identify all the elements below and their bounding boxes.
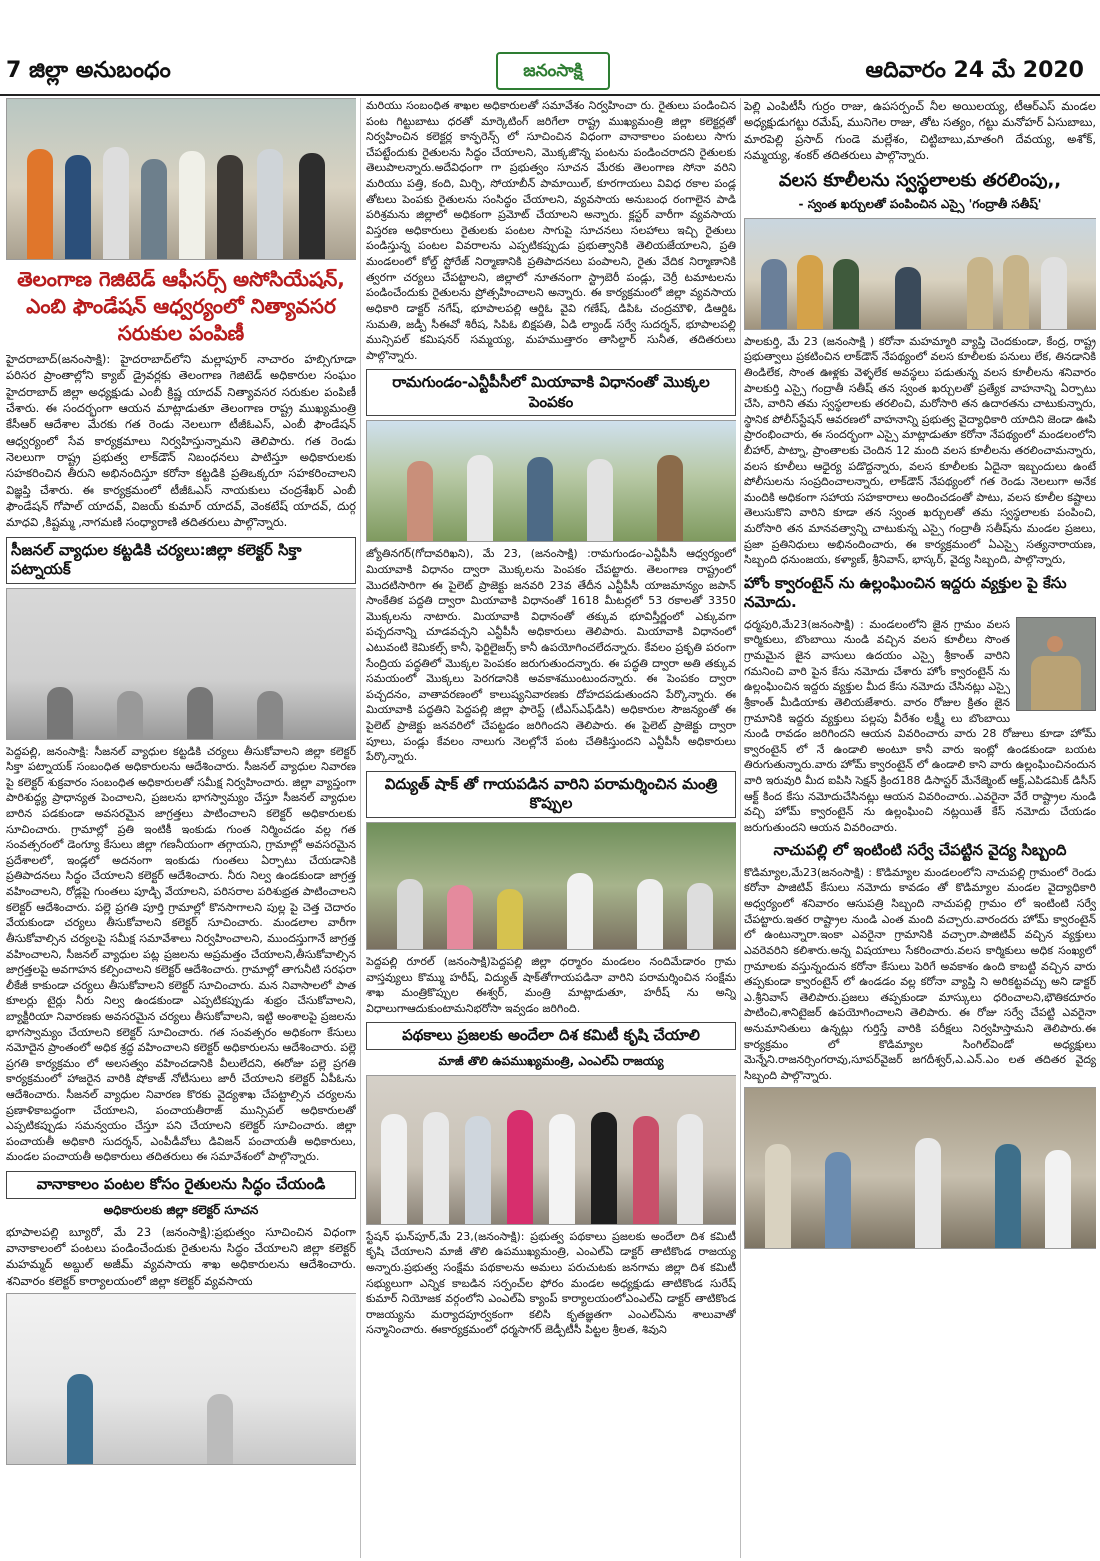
page-label: 7 జిల్లా అనుబంధం bbox=[6, 58, 171, 83]
article-body: పెద్దపల్లి రూరల్ (జనంసాక్షి)పెద్దపల్లి జిల్లా ధర్మారం మండలం నందిమేడారం గ్రామ వాస్తవ్యులు కొమ్ము హరీష్, విద్యుత్ షాక్‌తోగాయపడినా వారిని పరామర్శించిన సంక్షేమ శాఖ మంత్రికొప్పుల ఈశ్వర్, మంత్రి మాట్లాడుతూ, హరీష్ ను అన్ని విధాలుగాఆదుకుంటామనిభరోసా ఇవ్వడం జరిగింది. bbox=[366, 954, 736, 1015]
article-headline: వానాకాలం పంటల కోసం రైతులను సిద్ధం చేయండి bbox=[6, 1171, 356, 1199]
article-body-continued: పెల్లి ఎంపిటీసీ గుర్రం రాజు, ఉపసర్పంచ్ నీల అయిలయ్య, టీఆర్ఎస్ మండల అధ్యక్షుడుగట్టు రమేష్, మునిగెల రాజు, తోట సత్యం, గట్టు మనోహర్ ఏసుబాబు, మారపెల్లి ప్రసాద్ గుండె మల్లేశం, చిట్టిబాబు,మాతంగి దేవయ్య, అశోక్, సమ్మయ్య, శంకర్ తదితరులు పాల్గొన్నారు. bbox=[744, 99, 1096, 162]
brand-logo: జనంసాక్షి bbox=[496, 52, 610, 90]
article-subheading: మాజీ తొలి ఉపముఖ్యమంత్రి, ఎంఎల్‌ఏ రాజయ్య bbox=[438, 1053, 664, 1068]
column-divider bbox=[740, 98, 741, 1558]
article-headline: హోం క్వారంటైన్ ను ఉల్లంఘించిన ఇద్దరు వ్యక్తుల పై కేసు నమోదు. bbox=[744, 573, 1067, 612]
column-divider bbox=[360, 98, 361, 1558]
article-body: స్టేషన్ ఘన్‌పూర్,మే 23,(జనంసాక్షి): ప్రభుత్వ పథకాలు ప్రజలకు అందేలా దిశ కమిటీ కృషి చేయాలని మాజీ తొలి ఉపముఖ్యమంత్రి, ఎంఎల్‌ఏ డాక్టర్ తాటికొండ రాజయ్య అన్నారు.ప్రభుత్వ సంక్షేమ పథకాలను అమలు పరుచుటకు జనగామ జిల్లా దిశ కమిటీ సభ్యులుగా ఎన్నిక కాబడిన సర్పంచ్‌ల ఫోరం మండల అధ్యక్షుడు తాటికొండ సురేష్ కుమార్ నియోజక వర్గంలోని ఎంఎల్ఏ క్యాంప్ కార్యాలయంలోఎంఎల్ఏ డాక్టర్ తాటికొండ రాజయ్యను మర్యాదపూర్వకంగా కలిసి కృతజ్ఞతగా ఎంఎల్ఏను శాలువాతో సన్మానించారు. ఈకార్యక్రమంలో ధర్మసాగర్ జెడ్పీటీసీ పిట్టల శ్రీలత, శివుని bbox=[366, 1229, 736, 1337]
photo-minister-visit bbox=[366, 822, 736, 950]
issue-date: ఆదివారం 24 మే 2020 bbox=[865, 58, 1084, 83]
article-headline: తెలంగాణ గెజిటెడ్ ఆఫీసర్స్ అసోసియేషన్, ఎంబి ఫౌండేషన్ ఆధ్వర్యంలో నిత్యావసర సరుకుల పంపిణీ bbox=[17, 267, 345, 345]
column-1 bbox=[6, 98, 356, 1558]
article-body: జ్యోతినగర్(గోదావరిఖని), మే 23, (జనంసాక్షి) :రామగుండం-ఎన్టీపీసీ ఆధ్వర్యంలో మియావాకి విధానం ద్వారా మొక్కలను పెంపకం చేపట్టారు. తెలంగాణ రాష్ట్రంలో మొదటిసారిగా ఈ పైలెట్ ప్రాజెక్టు జనవరి 23వ తేదీన ఎన్టీపీసీ యాజమాన్యం జపాన్ సాంకేతిక పద్దతి ద్వారా మియావాకి విధానంతో 1618 మీటర్లలో 53 రకాలతో 3350 మొక్కలను నాటారు. మియావాకి విధానంతో తక్కువ భూవిస్తీర్ణంలో ఎక్కువగా పచ్చదనాన్ని చూడవచ్చని ఎన్టీపీసీ అధికారులు తెలిపారు. మియావాకి విధానంలో ఎటువంటి కెమికల్స్ కానీ, ఫెర్టిలైజర్స్ కానీ ఉపయోగించలేదన్నారు. కేవలం ప్రకృతి పరంగా సేంద్రియ పద్ధతిలో మొక్కల పెంపకం జరుగుతుందన్నారు. ఈ పద్ధతి ద్వారా అతి తక్కువ సమయంలో మొక్కలు పెరగడానికి అవకాశముంటుందన్నారు. ఈ పెంపకం ద్వారా పచ్చదనం, వాతావరణంలో కాలుష్యనివారణకు దోహదపడుతుందని పేర్కొన్నారు. ఈ మియావాకి పద్ధతిని పెద్దపల్లి జిల్లా ఫారెస్ట్ (టీఎస్ఎఫ్‌డిసి) అధికారుల సౌజన్యంతో ఈ పైలెట్ ప్రాజెక్టు జనవరిలో చేపట్టడం జరిగిందని తెలిపారు. ఈ పైలెట్ ప్రాజెక్టు ద్వారా పూలు, పండ్లు కేవలం నాలుగు నెలల్లోనే పంట చేతికిస్తుందని ఎన్టీపీసీ అధికారులు పేర్కొన్నారు. bbox=[366, 547, 736, 764]
photo-migrants-vehicle bbox=[744, 218, 1096, 330]
article-headline: నాచుపల్లి లో ఇంటింటి సర్వే చేపట్టిన వైద్య సిబ్బంది bbox=[773, 841, 1067, 860]
column-2 bbox=[366, 98, 736, 1558]
article-body: కొడిమ్యాల,మే23(జనంసాక్షి) : కొడిమ్యాల మండలంలోని నాచుపల్లి గ్రామంలో రెండు కరోనా పాజిటివ్ కేసులు నమోదు కావడం తో కొడిమ్యాల మండల వైద్యాధికారి అధ్వర్యంలో శనివారం ఆసుపత్రి సిబ్బంది నాచుపల్లి గ్రామం లో ఇంటింటి సర్వే చేపట్టారు.ఇతర రాష్ట్రాల నుండి ఎంత మంది వచ్చారు.వారందరు హోమ్ క్వారంటైన్ లో ఉంటున్నారా.ఇంకా ఎవరైనా గ్రామానికి వచ్చారా.పాజిటివ్ వచ్చిన వ్యక్తులు ఎవరెవరిని కలిశారు.అన్న విషయాలు సేకరించారు.వలస కార్మికులు అధిక సంఖ్యలో గ్రామాలకు వస్తున్నందున కరోనా కేసులు పెరిగే అవకాశం ఉంది కాబట్టి వచ్చిన వారు తప్పకుండా క్వారంటైన్ లో ఉండడం వల్ల కరోనా వ్యాప్తి ని అరికట్టవచ్చు అని డాక్టర్ ఎ.శ్రీనివాస్ తెలిపారు.ప్రజలు తప్పకుండా మాస్కులు ధరించాలని,భౌతికదూరం పాటించి,శానిటైజర్ ఉపయోగించాలని తెలిపారు. ఈ రోజు సర్వే చేపట్టి ఎవరైనా అనుమానితులు ఉన్నట్లు గుర్తిస్తే వారికి పరీక్షలు నిర్వహిస్తామని తెలిపారు.ఈ కార్యక్రమం లో కొడిమ్యాల సింగిల్‌విండో అధ్యక్షులు మెన్నేని.రాజనర్సింగరావు,సూపర్‌వైజర్ జగదీశ్వర్,ఎ.ఎన్.ఎం లత తదితర వైద్య సిబ్బంది పాల్గొన్నారు. bbox=[744, 865, 1096, 1082]
article-subheading: అధికారులకు జిల్లా కలెక్టర్ సూచన bbox=[103, 1202, 259, 1217]
photo-survey-team bbox=[744, 1087, 1096, 1249]
article-body: పెద్దపల్లి, జనంసాక్షి: సీజనల్ వ్యాధుల కట్టడికి చర్యలు తీసుకోవాలని జిల్లా కలెక్టర్ సిక్తా పట్నాయక్ సంబంధిత అధికారులను ఆదేశించారు. సీజనల్ వ్యాధుల నివారణ పై కలెక్టర్ శుక్రవారం సంబంధిత అధికారులతో సమీక్ష నిర్వహించారు. జిల్లా వ్యాప్తంగా పారిశుద్ధ్య ప్రాధాన్యత పెంచాలని, ప్రజలను భాగస్వామ్యం చేస్తూ సీజనల్ వ్యాధుల బారిన పడకుండా అవసరమైన జాగ్రత్తలు పాటించాలని కలెక్టర్ అధికారులకు సూచించారు. గ్రామాల్లో ప్రతి ఇంటికీ ఇంకుడు గుంత నిర్మించడం వల్ల గత సంవత్సరంలో డెంగ్యూ కేసులు జిల్లా గణనీయంగా తగ్గాయని, గ్రామాల్లో అవసరమైన ప్రదేశాలలో, ఇండ్లలో అదనంగా ఇంకుడు గుంతలు ఏర్పాటు చేయడానికి ప్రతిపాదనలు సిద్ధం చేయాలని కలెక్టర్ ఆదేశించారు. నీరు నిల్వ ఉండకుండా జాగ్రత్త వహించాలని, రోడ్లపై గుంతలు పూడ్చి వేయాలని, పరిసరాల పరిశుభ్రత పాటించాలని కలెక్టర్ ఆదేశించారు. పల్లె ప్రగతి పూర్తి గ్రామాల్లో కొనసాగాలని పుల్ల పై చెత్త చెదారం వేయకుండా చర్యలు తీసుకోవాలని కలెక్టర్ సూచించారు. మండలాల వారీగా తీసుకోవాల్సిన చర్యలపై సమీక్ష సమావేశాలు నిర్వహించాలని, ముందస్తుగానే జాగ్రత్త వహించాలని, సీజనల్ వ్యాధుల పట్ల ప్రజలను అప్రమత్తం చేయాలని,తీసుకోవాల్సిన జాగ్రత్తలపై అవగాహన కల్పించాలని కలెక్టర్ ఆదేశించారు. గ్రామాల్లో తాగునీటి సరఫరా లీకేజీ కాకుండా చర్యలు తీసుకోవాలని కలెక్టర్ సూచించారు. మన నివాసాలలో పాత కూలర్లు టైర్లు నీరు నిల్వ ఉండకుండా ఎప్పటికప్పుడు శుభ్రం చేసుకోవాలని, బ్యాక్టీరియా నివారణకు అవసరమైన చర్యలు తీసుకోవాలని, ఇట్టి అంశాలపై ప్రజలను భాగస్వామ్యం చేయాలని కలెక్టర్ సూచించారు. గత సంవత్సరం అధికంగా కేసులు నమోదైన ప్రాంతంలో అధిక శ్రద్ధ వహించాలని కలెక్టర్ అధికారులను ఆదేశించారు. పల్లె ప్రగతి కార్యక్రమం లో అలసత్వం వహించడానికి వీలులేదని, ఈరోజు పల్లె ప్రగతి కార్యక్రమంలో హాజరైన వారికి షోకాజ్ నోటీసులు జారీ చేయాలని కలెక్టర్ ఏపీఓను ఆదేశించారు. సీజనల్ వ్యాధుల నివారణ కొరకు వైద్యశాఖ చేపట్టాల్సిన చర్యలను ప్రణాళికాబద్ధంగా చేయాలని, పంచాయతీరాజ్ మున్సిపల్ అధికారులతో ఎప్పటికప్పుడు సమన్వయం చేస్తూ పని చేయాలని కలెక్టర్ సూచించారు. జిల్లా పంచాయతీ అధికారి సుదర్శన్, ఎంపీడీవోలు డివిజన్ పంచాయతీ అధికారులు, మండల పంచాయతీ అధికారులు తదితరులు ఈ సమావేశంలో పాల్గొన్నారు. bbox=[6, 744, 356, 1164]
article-body: హైదరాబాద్(జనంసాక్షి): హైదరాబాద్‌లోని మల్లాపూర్ నాచారం హబ్సిగూడా పరిసర ప్రాంతాల్లోని క్యాబ్ డ్రైవర్లకు తెలంగాణ గెజిటెడ్ అధికారుల సంఘం హైదరాబాద్ జిల్లా అధ్యక్షుడు ఎంబీ క్రిష్ణ యాదవ్ నిత్యావసర సరుకుల పంపిణీ చేశారు. ఈ సందర్భంగా ఆయన మాట్లాడుతూ తెలంగాణ రాష్ట్ర ముఖ్యమంత్రి కేసీఆర్ ఆదేశాల మేరకు గత రెండు నెలలుగా టీజీఓఎస్, ఎంబీ ఫౌండేషన్ ఆధ్వర్యంలో సేవ కార్యక్రమాలు నిర్వహిస్తున్నామని తెలిపారు. గత రెండు నెలలుగా రాష్ట్ర ప్రభుత్వ లాక్‌డౌన్ నిబంధనలు పాటిస్తూ అధికారులకు సహకరించిన తీరుని అభినందిస్తూ కరోనా కట్టడికి ప్రతిఒక్కరూ సహకరించాలని విజ్ఞప్తి చేశారు. ఈ కార్యక్రమంలో టీజీఓఎస్ నాయకులు చంద్రశేఖర్ ఎంబీ ఫౌండేషన్ గోపాల్ యాదవ్, విజయ్ కుమార్ యాదవ్, వెంకటేష్ యాదవ్, దుర్గ మాధవి ,కిష్టమ్మ ,నాగమణి సంధ్యారాణి తదితరులు పాల్గొన్నారు. bbox=[6, 352, 356, 530]
article-body-continued: మరియు సంబంధిత శాఖల అధికారులతో సమావేశం నిర్వహించా రు. రైతులు పండించిన పంట గిట్టుబాటు ధరతో మార్కెటింగ్ జరిగేలా రాష్ట్ర ముఖ్యమంత్రి జిల్లా కలెక్టర్లతో నిర్వహించిన కలెక్టర్ల కాన్ఫరెన్స్ లో సూచించిన విధంగా వానాకాలం పంటలు సాగు చేపట్టేందుకు రైతులను సిద్ధం చేయాలని, మొక్కజొన్న పంటను పండించరాదని రైతులకు తెలుపాలన్నారు.అదేవిధంగా గా ప్రభుత్వం సూచన మేరకు తెలంగాణ సోనా వరిని మరియు పత్తి, కంది, మిర్చి, సోయాబీన్ పామాయిల్, కూరగాయలు వివిధ రకాల పండ్ల తోటలు పెంపకు రైతులను సంసిద్ధం చేయాలని, వ్యవసాయ అనుబంధ రంగాలైన పాడి పరిశ్రమను జిల్లాలో అధికంగా ప్రమోట్ చేయాలని అన్నారు. క్లస్టర్ వారీగా వ్యవసాయ విస్తరణ అధికారులు రైతులకు పంటల సాగుపై సూచనలు సలహాలు ఇచ్చి రైతులు పండిస్తున్న పంటల వివరాలను ఎప్పటికప్పుడు ప్రభుత్వానికి తెలియజేయాలని, ప్రతి మండలంలో కోల్డ్ స్టోరేజ్ నిర్మాణానికి ప్రతిపాదనలు పంపాలని, రైతు వేదిక నిర్మాణానికి త్వరగా చర్యలు చేపట్టాలని, జిల్లాలో నూతనంగా స్ట్రాబెరీ పండ్లు, చెర్రీ టమాటలను పండించేందుకు రైతులను ప్రోత్సహించాలని అన్నారు. ఈ కార్యక్రమంలో జిల్లా వ్యవసాయ అధికారి డాక్టర్ నగేష్, భూపాలపల్లి ఆర్డిఓ వైవి గణేష్, డిపిఓ చంద్రమౌళి, డిఆర్డిఓ సుమతి, జడ్పీ సీఈవో శిరీష, సిపిఓ బిక్షపతి, ఏడి ల్యాండ్ సర్వే సుదర్శన్, భూపాలపల్లి మున్సిపల్ కమిషనర్ సమ్మయ్య, మహముత్తారం తాసిల్దార్ సునీత, తదితరులు పాల్గొన్నారు. bbox=[366, 99, 736, 362]
article-headline: సీజనల్ వ్యాధుల కట్టడికి చర్యలు:జిల్లా కలెక్టర్ సిక్తా పట్నాయక్ bbox=[6, 537, 356, 584]
article-body: భూపాలపల్లి బ్యూరో, మే 23 (జనంసాక్షి):ప్రభుత్వం సూచించిన విధంగా వానాకాలంలో పంటలు పండించేందుకు రైతులను సిద్ధం చేయాలని జిల్లా కలెక్టర్ మహమ్మద్ అబ్దుల్ అజీమ్ వ్యవసాయ శాఖ అధికారులను ఆదేశించారు. శనివారం కలెక్టర్ కార్యాలయంలో జిల్లా కలెక్టర్ వ్యవసాయ bbox=[6, 1224, 356, 1288]
article-headline: వలస కూలీలను స్వస్థలాలకు తరలింపు,, bbox=[778, 170, 1062, 192]
column-3 bbox=[744, 98, 1096, 1558]
masthead bbox=[0, 0, 1100, 96]
photo-meeting-hall bbox=[6, 588, 356, 740]
photo-distribution bbox=[6, 98, 356, 260]
article-headline: రామగుండం-ఎన్టీపీసీలో మియావాకి విధానంతో మొక్కల పెంపకం bbox=[366, 369, 736, 416]
article-body: ధర్మపురి,మే23(జనంసాక్షి) : మండలంలోని జైన గ్రామం వలస కార్మికులు, బొంబాయి నుండి వచ్చిన వలస కూలీలు సొంత గ్రామమైన జైన వాసులు ఉదయం ఎస్సై శ్రీకాంత్ వారిని గమనించి వారి పైన కేసు నమోదు చేశారు హోం క్వారంటైన్ ను ఉల్లంఘించిన ఇద్దరు వ్యక్తుల మీద కేసు నమోదు చేసినట్లు ఎస్సై శ్రీకాంత్ మీడియాకు తెలియజేశారు. వారం రోజుల క్రితం జైన గ్రామానికి ఇద్దరు వ్యక్తులు పల్లపు వీరేశం లక్ష్మీ లు బొంబాయి నుండి రావడం జరిగిందని ఆయన వివరించారు వారు 28 రోజులు కూడా హోమ్ క్వారంటైన్ లో నే ఉండాలి అంటూ కానీ వారు ఇంట్లో ఉండకుండా బయట తిరుగుతున్నారు.వారు హోమ్ క్వారంటైన్ లో ఉండాలి కాని వారు ఉల్లంఘించినందున వారి ఇరువురి మీద ఐపిసి సెక్షన్ క్రింద188 డిసాస్టర్ మేనేజ్మెంట్ ఆక్ట్,ఎపిడమిక్ డిసీస్ ఆక్ట్ కింద కేసు నమోదుచేసినట్లు ఆయన వివరించారు..ఎవరైనా వేరే రాష్ట్రాల నుండి వచ్చి హోమ్ క్వారంటైన్ ను ఉల్లంఘించి నట్లయితే కేస్ నమోదు చేయడం జరుగుతుందని ఆయన వివరించారు. bbox=[744, 617, 1096, 834]
photo-police-officer bbox=[1016, 617, 1096, 711]
article-subheading: - స్వంత ఖర్చులతో పంపించిన ఎస్సై 'గంద్రాతీ సతీష్' bbox=[798, 196, 1042, 211]
article-body: పాలకుర్తి, మే 23 (జనంసాక్షి ) కరోనా మహమ్మారి వ్యాప్తి చెందకుండా, కేంద్ర, రాష్ట్ర ప్రభుత్వాలు ప్రకటించిన లాక్‌డౌన్ నేపథ్యంలో వలస కూలీలకు పనులు లేక, తినడానికి తిండిలేక, సొంత ఊళ్లకు వెళ్ళలేక అవస్థలు పడుతున్న వలస కూలీలను శనివారం పాలకుర్తి ఎస్సై గంద్రాతీ సతీష్ తన స్వంత ఖర్చులతో ప్రత్యేక వాహనాన్ని ఏర్పాటు చేసి, వారిని తమ స్వస్థలాలకు తరలించి, మరోసారి తన ఉదారతను చాటుకున్నారు, స్థానిక పోలీస్‌స్టేషన్ ఆవరణలో వాహనాన్ని ప్రభుత్వ వైద్యాధికారి యాదిని జెండా ఊపి ప్రారంభించారు, ఈ సందర్భంగా ఎస్సై మాట్లాడుతూ కరోనా నేపథ్యంలో మండలంలోని బీహార్, పాట్నా, ప్రాంతాలకు చెందిన 12 మంది వలస కూలీలను తరలించామన్నారు, వలస కూలీలు ఆధైర్య పడొద్దన్నారు, వలస కూలీలకు ఏదైనా ఇబ్బందులు ఉంటే పోలీసులను సంప్రదించాలన్నారు, లాక్‌డౌన్ నేపథ్యంలో గత రెండు నెలలుగా అనేక మందికి అధికంగా సహాయ సహకారాలు అందించడంతో పాటు, వలస కూలీల కష్టాలు తెలుసుకొని వారిని కూడా తన స్వంత ఖర్చులతో తమ స్వస్థలాలకు పంపించి, మరోసారి తన మానవత్వాన్ని చాటుకున్న ఎస్సై గంద్రాతీ సతీష్‌ను మండల ప్రజలు, ప్రజా ప్రతినిధులు అభినందించారు, ఈ కార్యక్రమంలో ఏఎస్సై సత్యనారాయణ, సిబ్బంది ధనుంజయ, కళ్యాణ్, శ్రీనివాస్, భాస్కర్, వైద్య సిబ్బంది, పాల్గొన్నారు, bbox=[744, 334, 1096, 567]
photo-collector-office bbox=[6, 1293, 356, 1465]
photo-felicitation bbox=[366, 1075, 736, 1225]
article-headline: పథకాలు ప్రజలకు అందేలా దిశ కమిటీ కృషి చేయాలి bbox=[366, 1022, 736, 1050]
article-headline: విద్యుత్ షాక్ తో గాయపడిన వారిని పరామర్శించిన మంత్రి కొప్పుల bbox=[366, 771, 736, 818]
photo-plantation bbox=[366, 420, 736, 542]
